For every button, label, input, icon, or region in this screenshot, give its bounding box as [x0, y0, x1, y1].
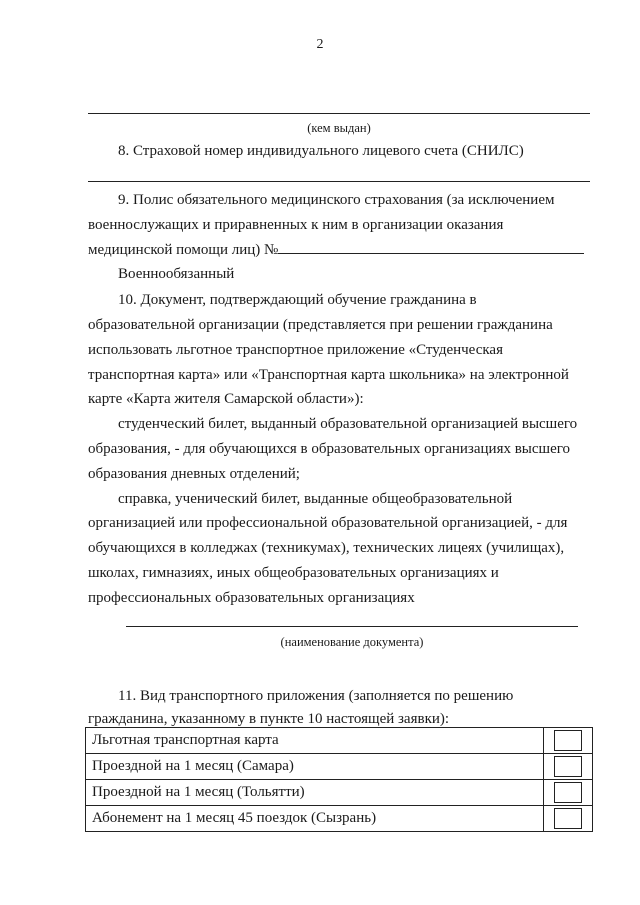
option-label: Льготная транспортная карта [86, 728, 544, 754]
policy-number-field[interactable] [278, 239, 584, 254]
student-ticket-line1: студенческий билет, выданный образовательной организацией высшего [118, 416, 578, 432]
document-name-line[interactable] [126, 626, 578, 627]
military-label: Военнообязанный [118, 266, 235, 282]
option-checkbox-cell [544, 806, 593, 832]
item10-line5: карте «Карта жителя Самарской области»): [88, 391, 364, 407]
transport-options-table [85, 727, 593, 832]
certificate-line4: школах, гимназиях, иных общеобразовательных организациях и [88, 565, 499, 581]
option-checkbox-cell [544, 728, 593, 754]
document-name-caption: (наименование документа) [280, 635, 424, 649]
table-row [86, 780, 593, 806]
item10-line4: транспортная карта» или «Транспортная карта школьника» на электронной [88, 367, 569, 383]
option-checkbox[interactable] [554, 730, 582, 751]
option-label: Проездной на 1 месяц (Самара) [86, 754, 544, 780]
certificate-line2: организацией или профессиональной образовательной организацией, - для [88, 515, 568, 531]
issued-by-line [88, 113, 590, 114]
table-row [86, 754, 593, 780]
option-checkbox-cell [544, 754, 593, 780]
page-number: 2 [316, 37, 324, 52]
certificate-line5: профессиональных образовательных организациях [88, 590, 415, 606]
option-label: Проездной на 1 месяц (Тольятти) [86, 780, 544, 806]
option-checkbox[interactable] [554, 782, 582, 803]
snils-line [88, 181, 590, 182]
item11-line2: гражданина, указанному в пункте 10 настоящей заявки): [88, 711, 450, 727]
student-ticket-line2: образования, - для обучающихся в образовательных организациях высшего [88, 441, 571, 457]
certificate-line1: справка, ученический билет, выданные общеобразовательной [118, 491, 513, 507]
item9-line3 [88, 239, 584, 260]
table-row [86, 728, 593, 754]
item9-line2: военнослужащих и приравненных к ним в организации оказания [88, 217, 504, 233]
option-label: Абонемент на 1 месяц 45 поездок (Сызрань) [86, 806, 544, 832]
item10-line3: использовать льготное транспортное приложение «Студенческая [88, 342, 503, 358]
student-ticket-line3: образования дневных отделений; [88, 466, 300, 482]
item10-line1: 10. Документ, подтверждающий обучение гражданина в [118, 292, 477, 308]
item9-line3-text: медицинской помощи лиц) № [88, 242, 279, 258]
item9-line1: 9. Полис обязательного медицинского страхования (за исключением [118, 192, 555, 208]
option-checkbox[interactable] [554, 808, 582, 829]
certificate-line3: обучающихся в колледжах (техникумах), технических лицеях (училищах), [88, 540, 565, 556]
item11-line1: 11. Вид транспортного приложения (заполняется по решению [118, 688, 514, 704]
option-checkbox-cell [544, 780, 593, 806]
issued-by-caption: (кем выдан) [307, 121, 371, 135]
option-checkbox[interactable] [554, 756, 582, 777]
item10-line2: образовательной организации (представляется при решении гражданина [88, 317, 553, 333]
table-row [86, 806, 593, 832]
item8-snils: 8. Страховой номер индивидуального лицевого счета (СНИЛС) [118, 143, 524, 159]
